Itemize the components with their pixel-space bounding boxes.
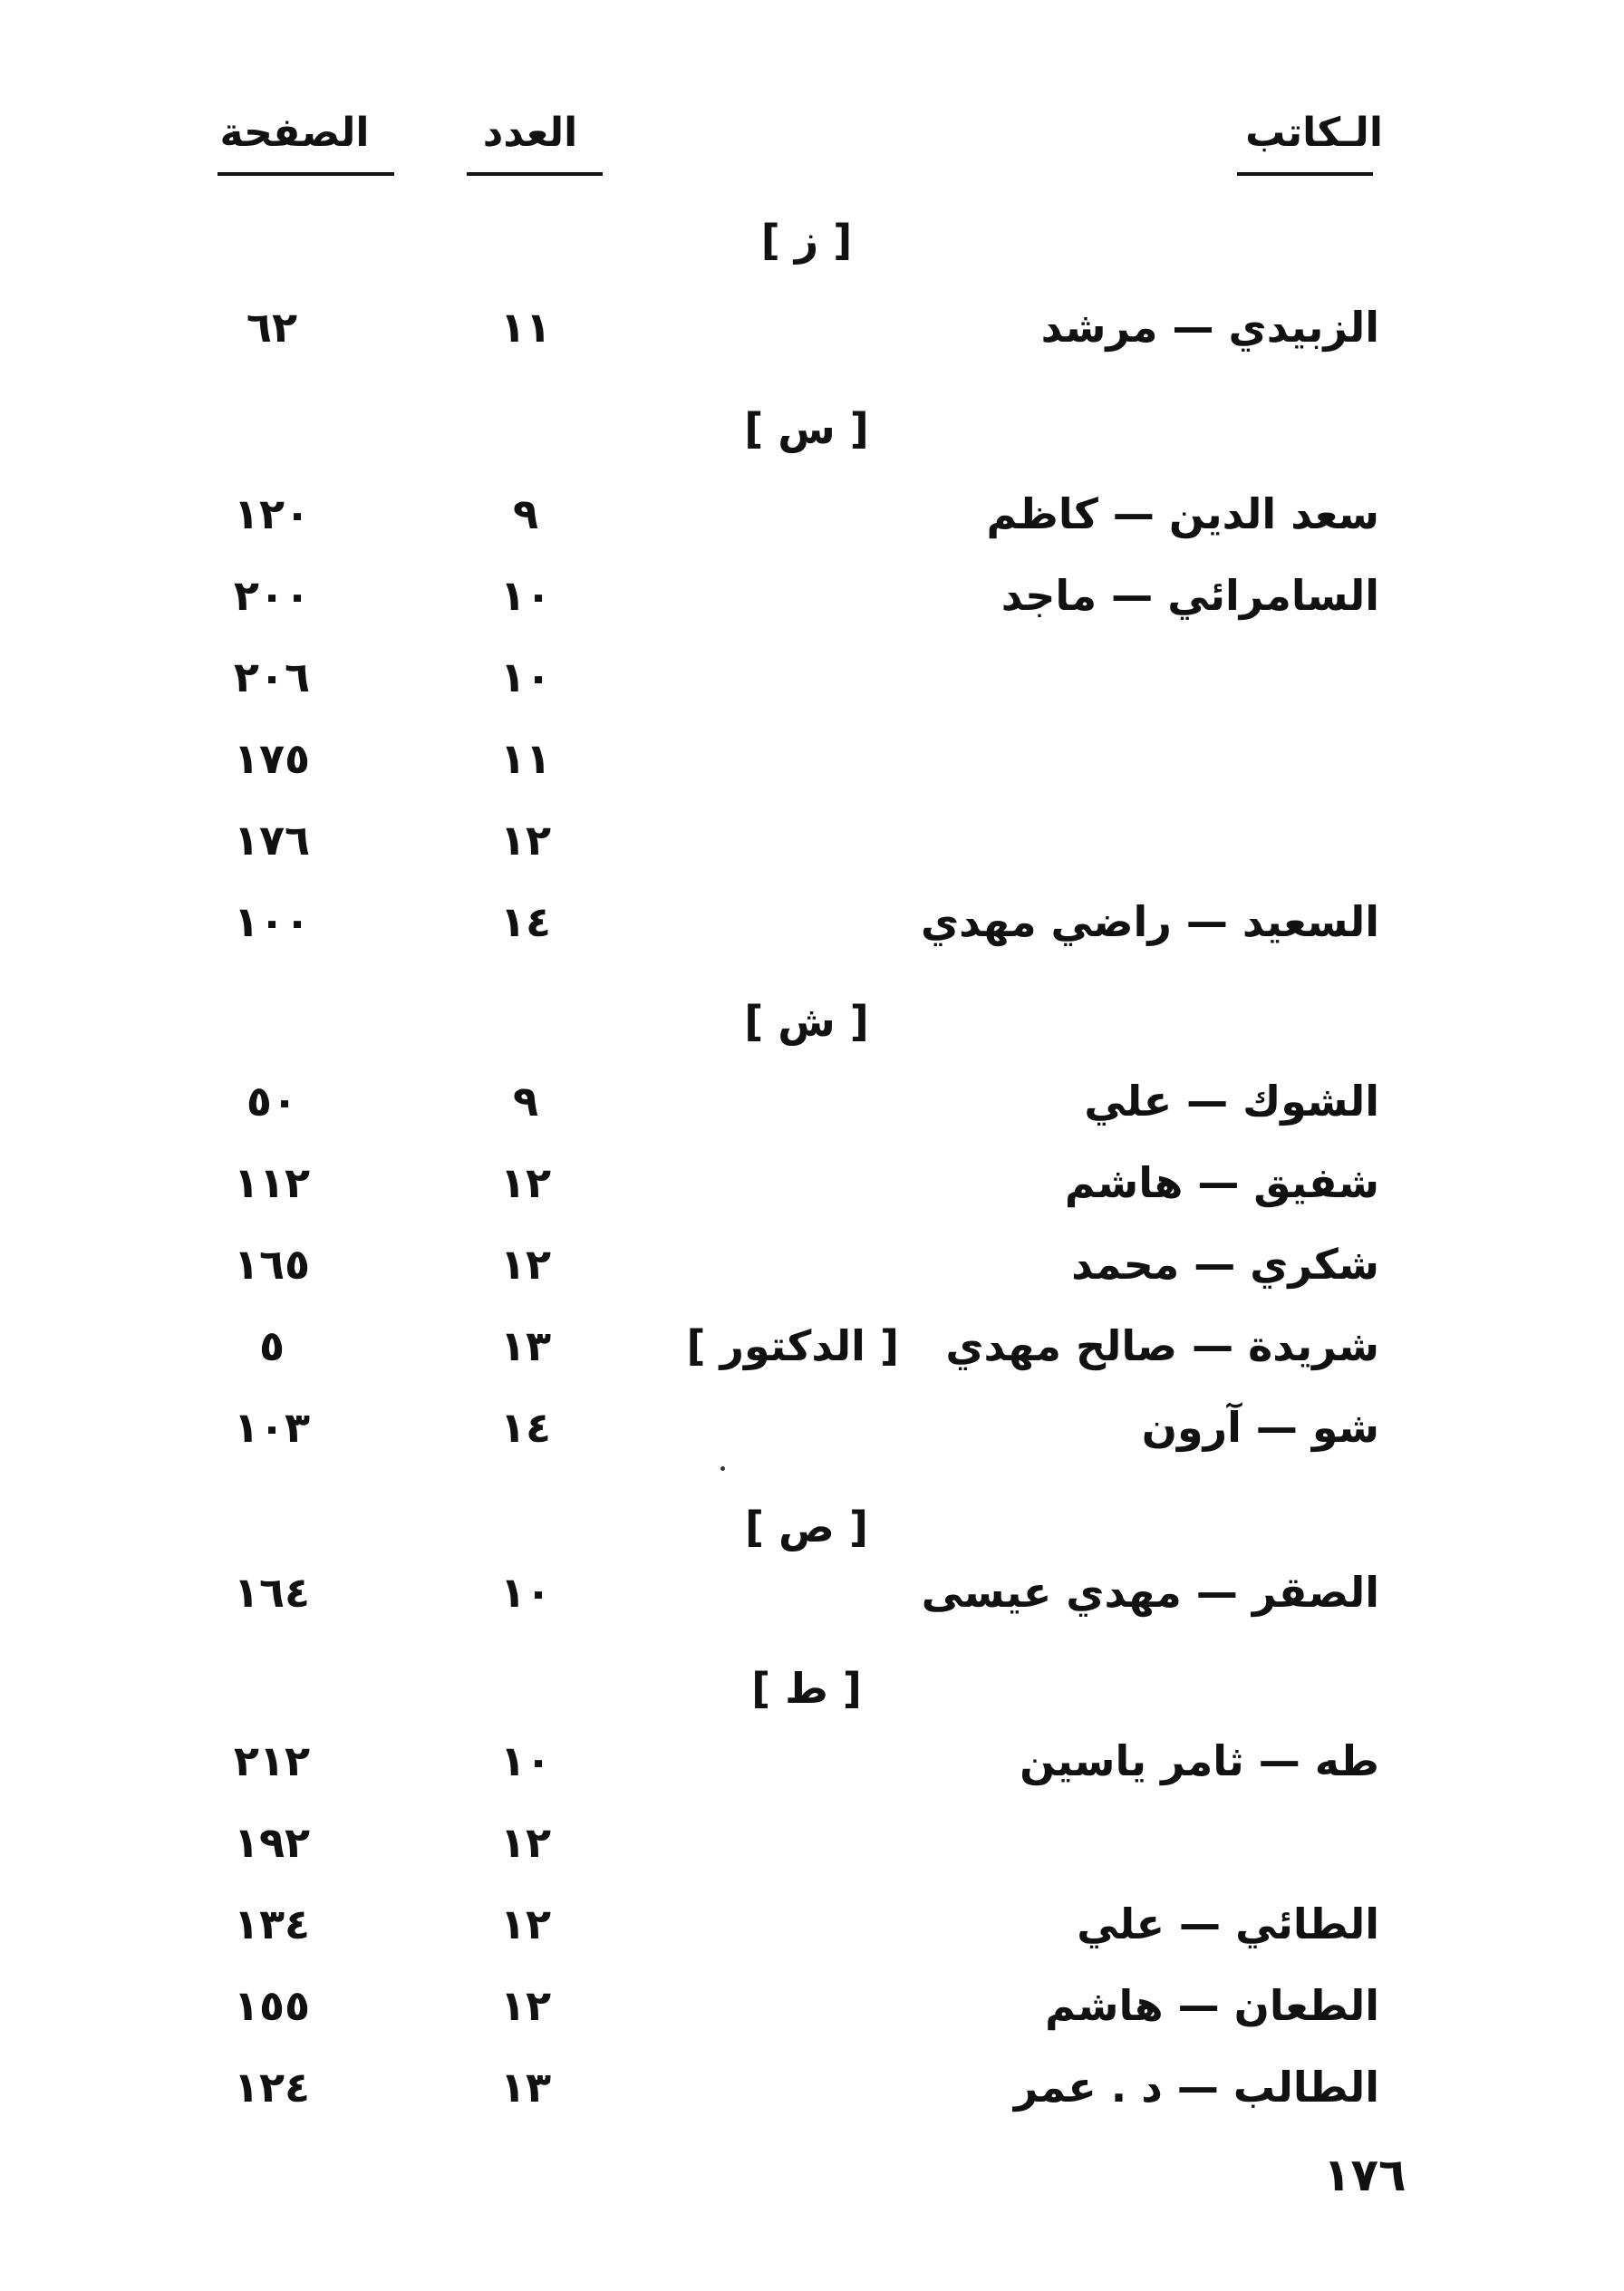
author-name: شريدة — صالح مهدي bbox=[945, 1321, 1379, 1370]
page-number: ١٢٠ bbox=[233, 489, 311, 538]
page-number: ١٥٥ bbox=[233, 1981, 311, 2030]
page-number: ٢١٢ bbox=[233, 1736, 311, 1785]
page-number: ١٩٢ bbox=[233, 1818, 311, 1867]
section-letter-sheen: [ ش ] bbox=[744, 997, 869, 1046]
author-name bbox=[745, 718, 1379, 799]
header-author: الـكاتب bbox=[1245, 110, 1383, 156]
table-row bbox=[0, 636, 1624, 718]
issue-number: ١٢ bbox=[499, 1158, 552, 1207]
author-name: الصقر — مهدي عيسى bbox=[921, 1568, 1379, 1617]
table-row bbox=[0, 1552, 1624, 1633]
table-row bbox=[0, 881, 1624, 962]
header-issue: العدد bbox=[482, 110, 578, 156]
table-row bbox=[0, 1720, 1624, 1802]
table-row bbox=[0, 1802, 1624, 1883]
table-row bbox=[0, 1387, 1624, 1468]
author-name: شكري — محمد bbox=[1071, 1240, 1379, 1289]
section-letter-seen: [ س ] bbox=[744, 404, 869, 453]
header-page: الصفحة bbox=[219, 110, 370, 156]
page-number: ٦٢ bbox=[246, 303, 298, 352]
table-row bbox=[0, 555, 1624, 636]
page-number: ١٠٠ bbox=[233, 897, 311, 946]
header-page-underline bbox=[218, 172, 394, 176]
page-number: ١٦٤ bbox=[233, 1568, 311, 1617]
author-name: سعد الدين — كاظم bbox=[986, 489, 1379, 538]
section-letter-sad: [ ص ] bbox=[745, 1503, 868, 1552]
page-number: ٥٠ bbox=[246, 1077, 298, 1126]
table-row bbox=[0, 473, 1624, 555]
table-row bbox=[0, 1305, 1624, 1387]
page-number: ١٧٦ bbox=[233, 816, 311, 865]
author-name: الطعان — هاشم bbox=[1045, 1981, 1379, 2030]
table-row bbox=[0, 718, 1624, 799]
page-folio-number: ١٧٦ bbox=[1323, 2149, 1406, 2201]
author-name bbox=[745, 799, 1379, 881]
table-row bbox=[0, 1223, 1624, 1305]
section-letter-zay: [ ز ] bbox=[760, 216, 853, 265]
header-issue-underline bbox=[467, 172, 603, 176]
issue-number: ٩ bbox=[512, 1077, 539, 1126]
issue-number: ١٤ bbox=[499, 1403, 552, 1452]
page-number: ١٠٣ bbox=[233, 1403, 311, 1452]
author-name bbox=[745, 1802, 1379, 1883]
page-number: ١٢٤ bbox=[233, 2063, 311, 2112]
table-row bbox=[0, 799, 1624, 881]
header-author-underline bbox=[1237, 172, 1373, 176]
issue-number: ١٣ bbox=[499, 1321, 552, 1370]
issue-number: ١٠ bbox=[499, 571, 552, 620]
table-row bbox=[0, 1965, 1624, 2046]
issue-number: ٩ bbox=[512, 489, 539, 538]
issue-number: ١١ bbox=[499, 303, 552, 352]
issue-number: ١٢ bbox=[499, 1981, 552, 2030]
issue-number: ١٢ bbox=[499, 1240, 552, 1289]
page-number: ٥ bbox=[258, 1321, 285, 1370]
page-number: ٢٠٦ bbox=[233, 652, 311, 701]
author-name: السامرائي — ماجد bbox=[1000, 571, 1379, 620]
issue-number: ١٤ bbox=[499, 897, 552, 946]
page-number: ١٣٤ bbox=[233, 1900, 311, 1948]
table-row bbox=[0, 1142, 1624, 1223]
ink-speck bbox=[720, 1466, 725, 1471]
issue-number: ١٢ bbox=[499, 816, 552, 865]
table-row bbox=[0, 286, 1624, 368]
table-row bbox=[0, 1060, 1624, 1142]
author-name: الشوك — علي bbox=[1084, 1077, 1379, 1126]
author-name: طه — ثامر ياسين bbox=[1020, 1736, 1379, 1785]
issue-number: ١١ bbox=[499, 734, 552, 783]
page-number: ١١٢ bbox=[233, 1158, 311, 1207]
issue-number: ١٠ bbox=[499, 1736, 552, 1785]
table-row bbox=[0, 1883, 1624, 1965]
author-name: شو — آرون bbox=[1141, 1403, 1379, 1452]
author-name: الطالب — د . عمر bbox=[1013, 2063, 1379, 2112]
author-name: الزبيدي — مرشد bbox=[1040, 303, 1379, 352]
issue-number: ١٣ bbox=[499, 2063, 552, 2112]
author-title: [ الدكتور ] bbox=[686, 1321, 899, 1370]
page-number: ١٦٥ bbox=[233, 1240, 311, 1289]
issue-number: ١٢ bbox=[499, 1818, 552, 1867]
page-number: ١٧٥ bbox=[233, 734, 311, 783]
issue-number: ١٢ bbox=[499, 1900, 552, 1948]
author-name: شفيق — هاشم bbox=[1064, 1158, 1379, 1207]
issue-number: ١٠ bbox=[499, 1568, 552, 1617]
author-name: الطائي — علي bbox=[1077, 1900, 1379, 1948]
section-letter-tah: [ ط ] bbox=[751, 1664, 862, 1713]
author-name: السعيد — راضي مهدي bbox=[920, 897, 1379, 946]
table-row bbox=[0, 2046, 1624, 2128]
issue-number: ١٠ bbox=[499, 652, 552, 701]
author-name bbox=[745, 636, 1379, 718]
page-number: ٢٠٠ bbox=[233, 571, 311, 620]
